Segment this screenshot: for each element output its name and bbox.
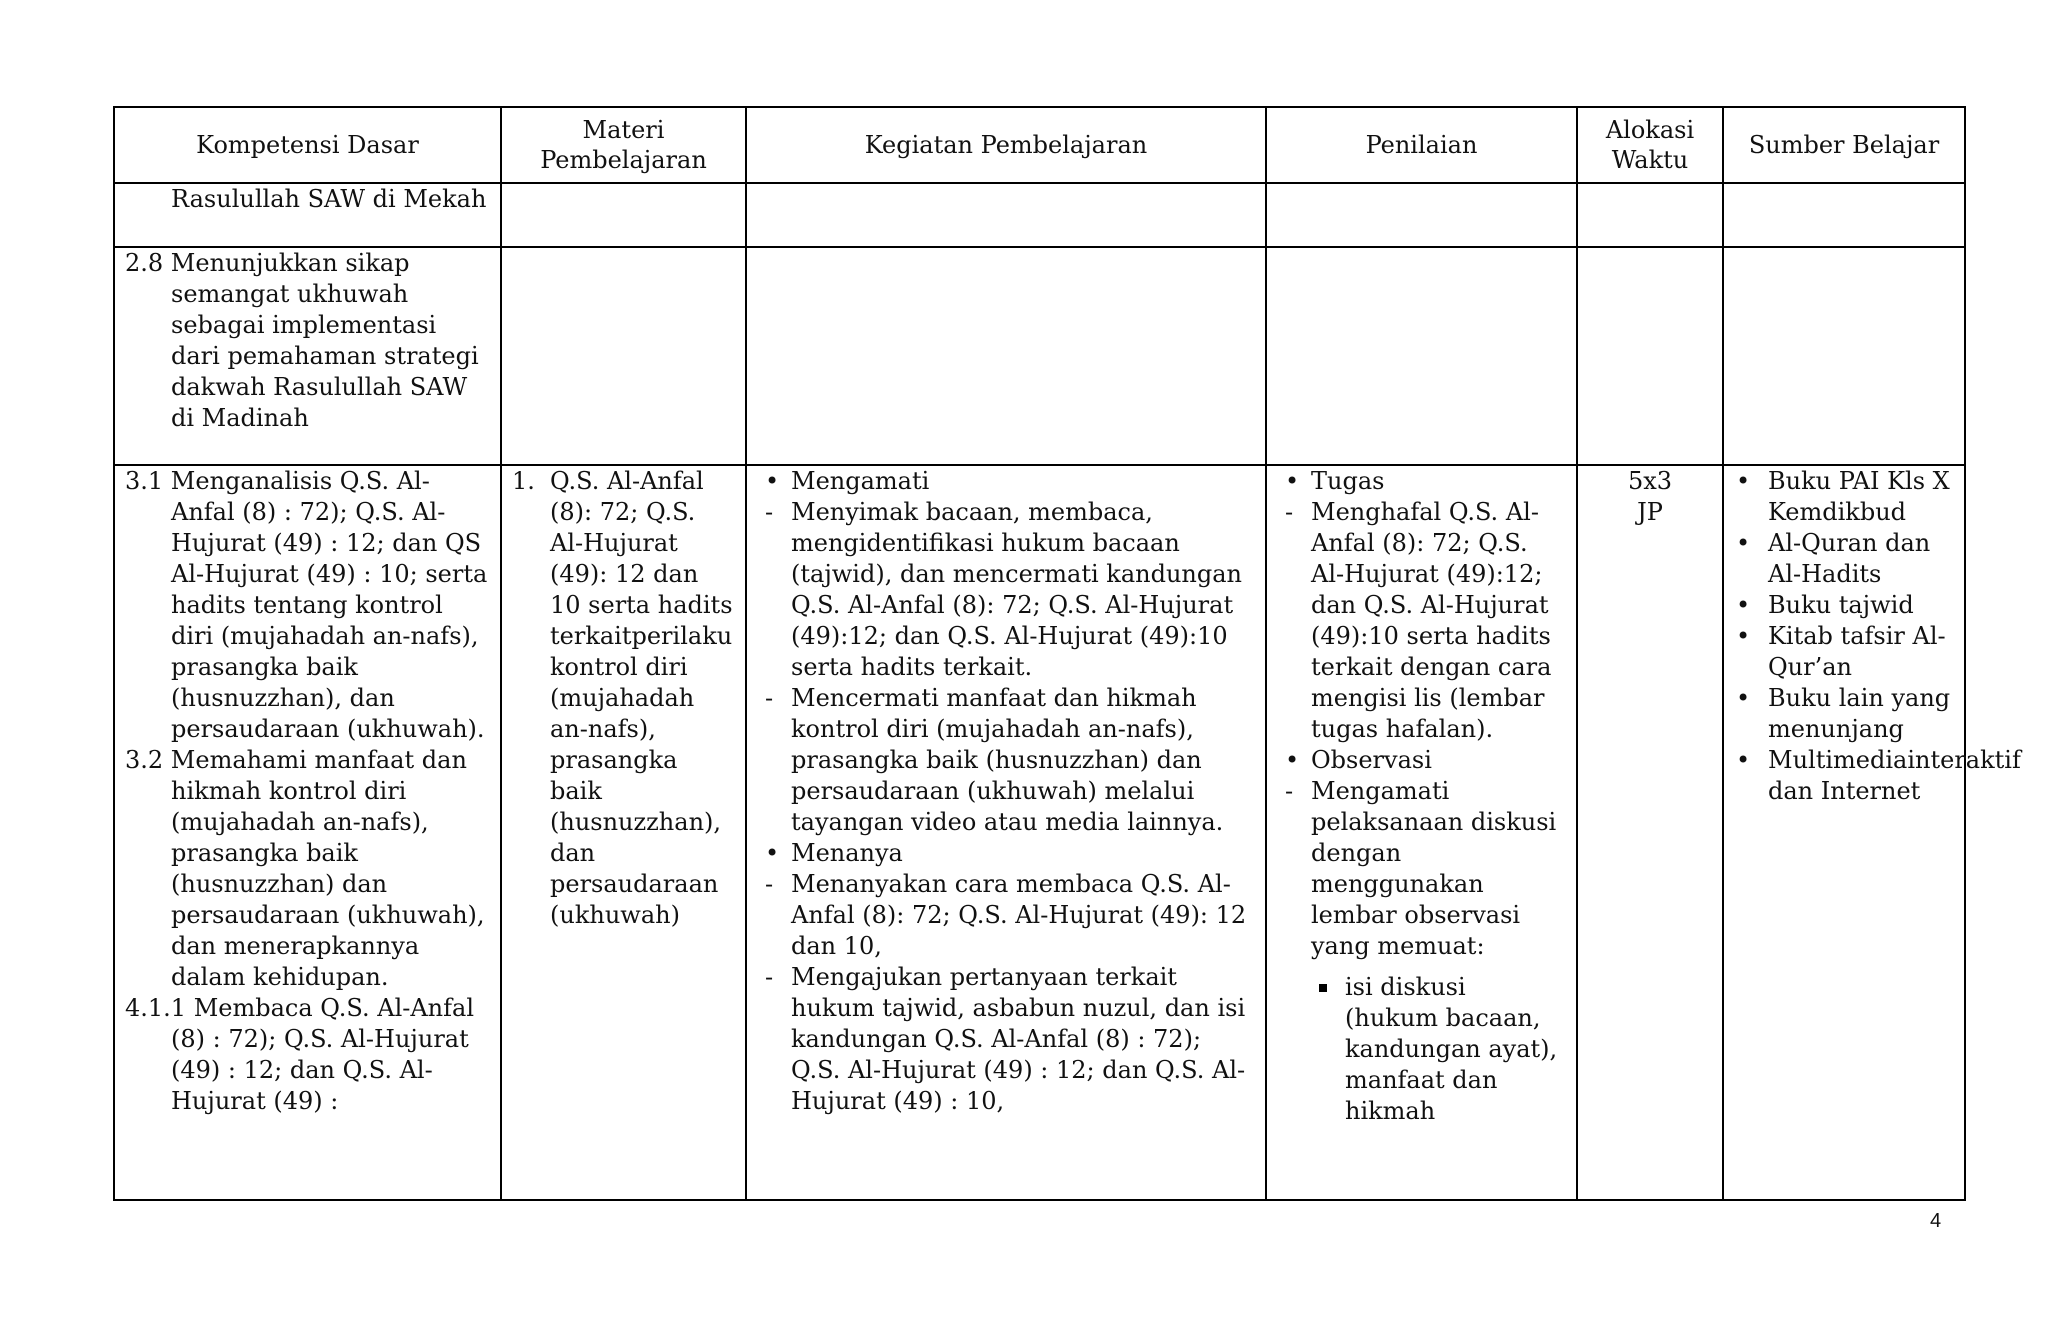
list-item: - Menanyakan cara membaca Q.S. Al-Anfal (8): 72; Q.S. Al-Hujurat (49): 12 dan 10, [757,869,1255,962]
list-number: 1. [512,467,535,495]
kd-cell [114,183,501,247]
syllabus-table [113,106,2021,1201]
kd-item: 4.1.1 Membaca Q.S. Al-Anfal (8) : 72); Q.S. Al-Hujurat (49) : 12; dan Q.S. Al-Hujurat (49) : [125,994,475,1115]
list-item [512,466,735,931]
table-row [114,465,1965,1200]
list-item: - Menghafal Q.S. Al-Anfal (8): 72; Q.S. Al-Hujurat (49):12; dan Q.S. Al-Hujurat (49):10 serta hadits terkait dengan cara mengisi lis (lembar tugas hafalan). [1277,497,1566,745]
kd-cell [114,247,501,465]
materi-cell [501,183,746,247]
list-item: • Buku tajwid [1734,590,1954,621]
list-item: • Buku lain yang menunjang [1734,683,1954,745]
materi-cell [501,247,746,465]
list-spacer [1277,962,1566,972]
header-sumber: Sumber Belajar [1723,107,1965,183]
kd-item: 3.1 Menganalisis Q.S. Al-Anfal (8) : 72); Q.S. Al-Hujurat (49) : 12; dan QS Al-Hujurat (49) : 10; serta hadits tentang kontrol diri (mujahadah an-nafs), prasangka baik (husnuzzhan), dan persaudaraan (ukhuwah). [125,467,488,743]
sumber-list [1734,466,2021,807]
kd-cell [114,465,501,1200]
list-item: - Mengamati pelaksanaan diskusi dengan menggunakan lembar observasi yang memuat: [1277,776,1566,962]
materi-text: Q.S. Al-Anfal (8): 72; Q.S. Al-Hujurat (49): 12 dan 10 serta hadits terkaitperilaku kontrol diri (mujahadah an-nafs), prasangka baik (husnuzzhan), dan persaudaraan (ukhuwah) [550,467,733,929]
alokasi-cell [1577,247,1723,465]
header-penilaian: Penilaian [1266,107,1577,183]
materi-cell [501,465,746,1200]
penilaian-list [1277,466,1566,1127]
list-item: • Multimediainteraktif dan Internet [1734,745,1954,807]
kegiatan-list [757,466,1255,1117]
kegiatan-cell [746,247,1266,465]
header-kegiatan: Kegiatan Pembelajaran [746,107,1266,183]
kd-text: 2.8 Menunjukkan sikap semangat ukhuwah sebagai implementasi dari pemahaman strategi dakwah Rasulullah SAW di Madinah [125,249,479,432]
kd-item: 3.2 Memahami manfaat dan hikmah kontrol diri (mujahadah an-nafs), prasangka baik (husnuzzhan) dan persaudaraan (ukhuwah), dan menerapkannya dalam kehidupan. [125,746,485,991]
penilaian-cell [1266,247,1577,465]
list-item: • Kitab tafsir Al-Qur’an [1734,621,1954,683]
list-item: - Menyimak bacaan, membaca, mengidentifikasi hukum bacaan (tajwid), dan mencermati kandungan Q.S. Al-Anfal (8): 72; Q.S. Al-Hujurat (49):12; dan Q.S. Al-Hujurat (49):10 serta hadits terkait. [757,497,1255,683]
header-row [114,107,1965,183]
list-item: • Tugas [1277,466,1566,497]
list-item: • Buku PAI Kls X Kemdikbud [1734,466,1954,528]
list-item: - Mencermati manfaat dan hikmah kontrol diri (mujahadah an-nafs), prasangka baik (husnuzzhan) dan persaudaraan (ukhuwah) melalui tayangan video atau media lainnya. [757,683,1255,838]
table-row [114,247,1965,465]
penilaian-cell [1266,183,1577,247]
list-item: • Al-Quran dan Al-Hadits [1734,528,1954,590]
page-number: 4 [1930,1210,1942,1232]
header-kompetensi-dasar: Kompetensi Dasar [114,107,501,183]
list-item: - Mengajukan pertanyaan terkait hukum tajwid, asbabun nuzul, dan isi kandungan Q.S. Al-Anfal (8) : 72); Q.S. Al-Hujurat (49) : 12; dan Q.S. Al-Hujurat (49) : 10, [757,962,1255,1117]
table-row [114,183,1965,247]
header-materi: Materi Pembelajaran [501,107,746,183]
list-item: • Observasi [1277,745,1566,776]
list-item: • Mengamati [757,466,1255,497]
kd-text: Rasulullah SAW di Mekah [171,185,487,213]
sumber-cell [1723,247,1965,465]
list-item: isi diskusi (hukum bacaan, kandungan ayat), manfaat dan hikmah [1277,972,1566,1127]
alokasi-cell [1577,465,1723,1200]
penilaian-cell [1266,465,1577,1200]
sumber-cell [1723,183,1965,247]
alokasi-cell [1577,183,1723,247]
alokasi-text: 5x3 JP [1627,467,1673,526]
kegiatan-cell [746,183,1266,247]
header-alokasi: Alokasi Waktu [1577,107,1723,183]
kegiatan-cell [746,465,1266,1200]
list-item: • Menanya [757,838,1255,869]
materi-list [512,466,735,931]
sumber-cell [1723,465,2021,1200]
